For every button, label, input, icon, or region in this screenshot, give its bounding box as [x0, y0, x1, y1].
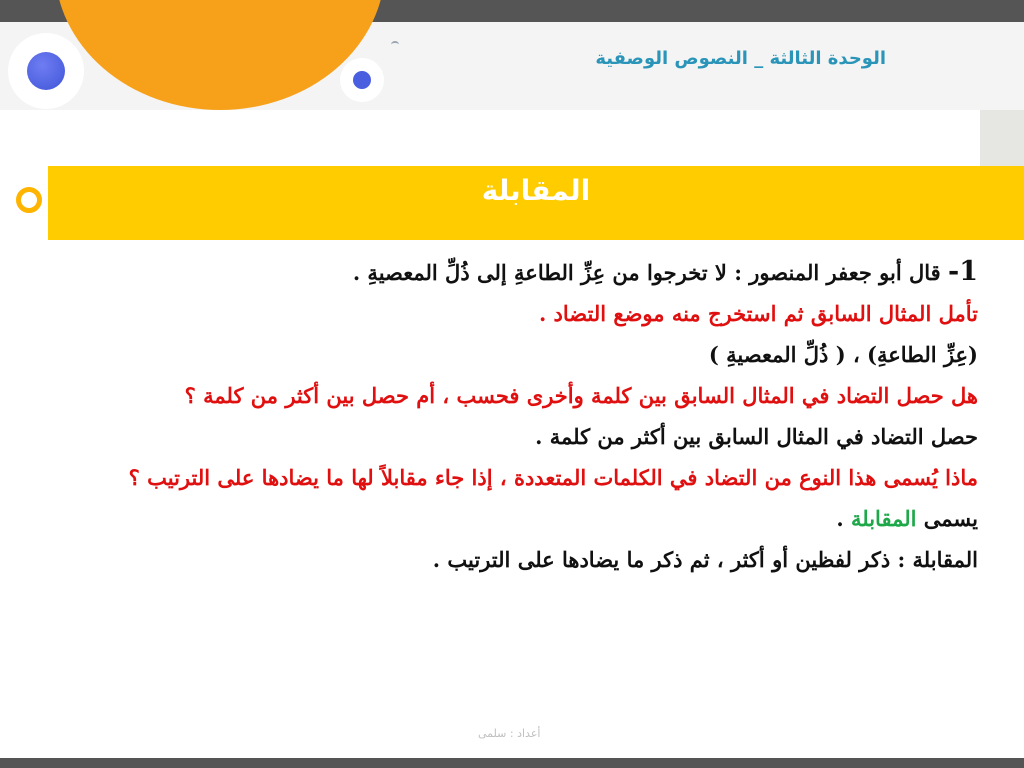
- question-contrast: هل حصل التضاد في المثال السابق بين كلمة وأخرى فحسب ، أم حصل بين أكثر من كلمة ؟: [184, 383, 978, 408]
- answer-contrast: حصل التضاد في المثال السابق بين أكثر من كلمة .: [535, 424, 978, 449]
- question-naming: ماذا يُسمى هذا النوع من التضاد في الكلمات المتعددة ، إذا جاء مقابلاً لها ما يضادها على الترتيب ؟: [128, 465, 978, 490]
- answer-suffix: .: [836, 506, 844, 531]
- large-blue-dot-icon: [27, 52, 65, 90]
- answer-naming: [12, 503, 978, 534]
- answer-extract: (عِزِّ الطاعةِ) ، ( ذُلِّ المعصيةِ ): [708, 342, 978, 367]
- small-blue-dot-icon: [353, 71, 371, 89]
- answer-prefix: يسمى: [923, 506, 978, 531]
- bottom-bar: [0, 758, 1024, 768]
- slide-title: المقابلة: [481, 174, 591, 207]
- bullet-ring-icon: [16, 187, 42, 213]
- example-number: 1-: [947, 256, 978, 287]
- question-extract: تأمل المثال السابق ثم استخرج منه موضع التضاد .: [538, 301, 978, 326]
- header-title: الوحدة الثالثة _ النصوص الوصفية: [595, 48, 886, 69]
- watermark: أعداد : سلمى: [478, 727, 541, 740]
- lesson-content: [12, 256, 978, 585]
- side-gray-block: [980, 110, 1024, 166]
- definition: المقابلة : ذكر لفظين أو أكثر ، ثم ذكر ما يضادها على الترتيب .: [432, 547, 978, 572]
- example-text: قال أبو جعفر المنصور : لا تخرجوا من عِزِّ الطاعةِ إلى ذُلِّ المعصيةِ .: [352, 260, 941, 285]
- answer-term: المقابلة: [851, 506, 917, 531]
- arc-decoration: [391, 41, 399, 48]
- title-bar: [48, 166, 1024, 240]
- example-sentence: [12, 256, 978, 288]
